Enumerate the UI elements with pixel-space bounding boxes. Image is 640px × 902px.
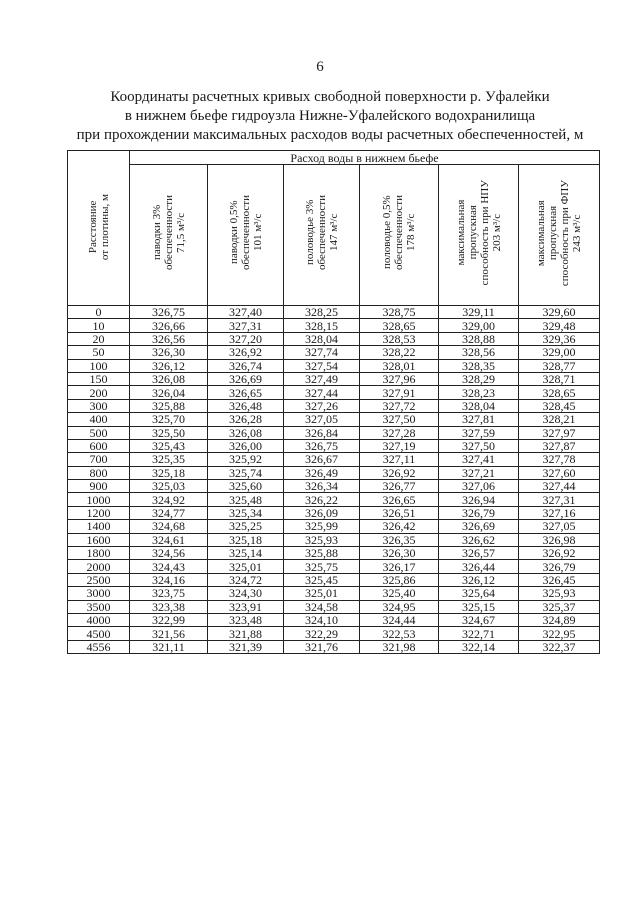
level-cell: 321,88	[208, 627, 284, 640]
level-cell: 322,95	[519, 627, 600, 640]
level-cell: 329,00	[439, 319, 519, 332]
level-cell: 326,30	[130, 346, 208, 359]
column-header-cell	[360, 165, 439, 306]
level-cell: 327,31	[519, 493, 600, 506]
table-row	[68, 426, 600, 439]
level-cell: 326,28	[208, 413, 284, 426]
level-cell: 327,54	[284, 359, 360, 372]
level-cell: 325,75	[284, 560, 360, 573]
level-cell: 326,77	[360, 480, 439, 493]
table-row	[68, 627, 600, 640]
title-line-1: Координаты расчетных кривых свободной поверхности р. Уфалейки	[110, 89, 550, 105]
column-header: максимальная пропускная способность при ФПУ 243 м³/с	[535, 179, 583, 287]
table-row	[68, 386, 600, 399]
column-header-cell	[208, 165, 284, 306]
level-cell: 326,08	[130, 372, 208, 385]
level-cell: 326,62	[439, 533, 519, 546]
distance-cell: 100	[68, 359, 130, 372]
level-cell: 324,68	[130, 520, 208, 533]
table-row	[68, 306, 600, 319]
level-cell: 326,94	[439, 493, 519, 506]
distance-cell: 50	[68, 346, 130, 359]
level-cell: 329,00	[519, 346, 600, 359]
table-row	[68, 466, 600, 479]
title-line-3: при прохождении максимальных расходов воды расчетных обеспеченностей, м	[76, 127, 584, 143]
level-cell: 326,48	[208, 399, 284, 412]
table-row	[68, 533, 600, 546]
level-cell: 326,92	[519, 547, 600, 560]
table-row	[68, 359, 600, 372]
level-cell: 327,05	[519, 520, 600, 533]
level-cell: 328,77	[519, 359, 600, 372]
level-cell: 326,92	[360, 466, 439, 479]
table-row	[68, 600, 600, 613]
level-cell: 328,35	[439, 359, 519, 372]
table-row	[68, 453, 600, 466]
level-cell: 324,44	[360, 613, 439, 626]
level-cell: 324,56	[130, 547, 208, 560]
title-line-2: в нижнем бьефе гидроузла Нижне-Уфалейского водохранилища	[124, 108, 536, 124]
distance-cell: 0	[68, 306, 130, 319]
level-cell: 326,44	[439, 560, 519, 573]
level-cell: 326,56	[130, 332, 208, 345]
level-cell: 322,37	[519, 640, 600, 653]
distance-cell: 20	[68, 332, 130, 345]
level-cell: 328,25	[284, 306, 360, 319]
level-cell: 326,79	[519, 560, 600, 573]
distance-cell: 4500	[68, 627, 130, 640]
distance-cell: 3500	[68, 600, 130, 613]
level-cell: 325,35	[130, 453, 208, 466]
level-cell: 325,18	[130, 466, 208, 479]
level-cell: 326,00	[208, 439, 284, 452]
level-cell: 323,48	[208, 613, 284, 626]
level-cell: 327,20	[208, 332, 284, 345]
level-cell: 323,75	[130, 587, 208, 600]
table-row	[68, 372, 600, 385]
level-cell: 325,45	[284, 573, 360, 586]
level-cell: 324,89	[519, 613, 600, 626]
level-cell: 329,36	[519, 332, 600, 345]
level-cell: 325,86	[360, 573, 439, 586]
level-cell: 324,16	[130, 573, 208, 586]
level-cell: 325,93	[519, 587, 600, 600]
level-cell: 324,72	[208, 573, 284, 586]
level-cell: 326,17	[360, 560, 439, 573]
level-cell: 325,40	[360, 587, 439, 600]
level-cell: 324,43	[130, 560, 208, 573]
distance-cell: 600	[68, 439, 130, 452]
level-cell: 326,65	[360, 493, 439, 506]
column-header: максимальная пропускная способность при НПУ 203 м³/с	[454, 180, 503, 286]
page-number: 6	[316, 59, 324, 75]
level-cell: 325,03	[130, 480, 208, 493]
distance-cell: 200	[68, 386, 130, 399]
table-row	[68, 439, 600, 452]
level-cell: 327,59	[439, 426, 519, 439]
document-title	[60, 88, 600, 145]
table-row	[68, 319, 600, 332]
level-cell: 324,30	[208, 587, 284, 600]
level-cell: 325,93	[284, 533, 360, 546]
column-header: паводки 3% обеспеченности 71,5 м³/с	[150, 195, 187, 271]
level-cell: 326,98	[519, 533, 600, 546]
level-cell: 324,67	[439, 613, 519, 626]
level-cell: 326,34	[284, 480, 360, 493]
level-cell: 328,88	[439, 332, 519, 345]
level-cell: 325,14	[208, 547, 284, 560]
level-cell: 328,04	[439, 399, 519, 412]
level-cell: 326,04	[130, 386, 208, 399]
level-cell: 325,01	[208, 560, 284, 573]
column-header-cell	[439, 165, 519, 306]
level-cell: 321,76	[284, 640, 360, 653]
level-cell: 324,58	[284, 600, 360, 613]
level-cell: 324,95	[360, 600, 439, 613]
level-cell: 325,74	[208, 466, 284, 479]
table-row	[68, 332, 600, 345]
level-cell: 325,01	[284, 587, 360, 600]
column-header-cell	[130, 165, 208, 306]
table-row	[68, 560, 600, 573]
level-cell: 321,98	[360, 640, 439, 653]
level-cell: 326,09	[284, 506, 360, 519]
level-cell: 328,71	[519, 372, 600, 385]
level-cell: 326,12	[439, 573, 519, 586]
level-cell: 326,12	[130, 359, 208, 372]
level-cell: 326,45	[519, 573, 600, 586]
level-cell: 326,30	[360, 547, 439, 560]
table-row	[68, 587, 600, 600]
level-cell: 326,08	[208, 426, 284, 439]
level-cell: 328,04	[284, 332, 360, 345]
table-row	[68, 346, 600, 359]
level-cell: 327,21	[439, 466, 519, 479]
level-cell: 325,50	[130, 426, 208, 439]
level-cell: 325,15	[439, 600, 519, 613]
level-cell: 326,65	[208, 386, 284, 399]
table-row	[68, 573, 600, 586]
level-cell: 326,35	[360, 533, 439, 546]
distance-cell: 4000	[68, 613, 130, 626]
level-cell: 325,60	[208, 480, 284, 493]
level-cell: 326,75	[130, 306, 208, 319]
level-cell: 328,15	[284, 319, 360, 332]
level-cell: 327,81	[439, 413, 519, 426]
level-cell: 327,50	[360, 413, 439, 426]
column-header: половодье 3% обеспеченности 147 м³/с	[303, 195, 340, 271]
distance-cell: 1400	[68, 520, 130, 533]
level-cell: 325,70	[130, 413, 208, 426]
level-cell: 321,11	[130, 640, 208, 653]
level-cell: 327,72	[360, 399, 439, 412]
table-row	[68, 640, 600, 653]
level-cell: 323,91	[208, 600, 284, 613]
level-cell: 326,51	[360, 506, 439, 519]
table-row	[68, 480, 600, 493]
distance-header: Расстояние от плотины, м	[86, 193, 111, 261]
distance-cell: 900	[68, 480, 130, 493]
distance-cell: 1600	[68, 533, 130, 546]
distance-cell: 800	[68, 466, 130, 479]
table-row	[68, 547, 600, 560]
level-cell: 325,64	[439, 587, 519, 600]
level-cell: 328,75	[360, 306, 439, 319]
level-cell: 329,48	[519, 319, 600, 332]
level-cell: 325,48	[208, 493, 284, 506]
level-cell: 327,91	[360, 386, 439, 399]
table-row	[68, 493, 600, 506]
column-header-cell	[284, 165, 360, 306]
level-cell: 323,38	[130, 600, 208, 613]
table-body	[68, 306, 600, 654]
level-cell: 326,69	[208, 372, 284, 385]
level-cell: 327,11	[360, 453, 439, 466]
distance-cell: 2500	[68, 573, 130, 586]
table-row	[68, 413, 600, 426]
column-header-cell	[519, 165, 600, 306]
table-row	[68, 613, 600, 626]
level-cell: 326,57	[439, 547, 519, 560]
level-cell: 321,56	[130, 627, 208, 640]
level-cell: 327,97	[519, 426, 600, 439]
distance-cell: 1800	[68, 547, 130, 560]
water-surface-table	[67, 150, 600, 654]
level-cell: 321,39	[208, 640, 284, 653]
level-cell: 329,11	[439, 306, 519, 319]
level-cell: 327,06	[439, 480, 519, 493]
level-cell: 322,14	[439, 640, 519, 653]
level-cell: 325,43	[130, 439, 208, 452]
distance-header-cell	[68, 151, 130, 306]
table-row	[68, 399, 600, 412]
level-cell: 326,22	[284, 493, 360, 506]
level-cell: 325,88	[284, 547, 360, 560]
table-row	[68, 520, 600, 533]
level-cell: 327,74	[284, 346, 360, 359]
level-cell: 326,69	[439, 520, 519, 533]
level-cell: 327,16	[519, 506, 600, 519]
level-cell: 326,42	[360, 520, 439, 533]
level-cell: 328,45	[519, 399, 600, 412]
level-cell: 327,05	[284, 413, 360, 426]
distance-cell: 300	[68, 399, 130, 412]
level-cell: 328,53	[360, 332, 439, 345]
column-header: половодье 0,5% обеспеченности 178 м³/с	[381, 195, 417, 271]
level-cell: 322,71	[439, 627, 519, 640]
level-cell: 328,56	[439, 346, 519, 359]
distance-cell: 10	[68, 319, 130, 332]
level-cell: 325,99	[284, 520, 360, 533]
level-cell: 328,22	[360, 346, 439, 359]
level-cell: 327,41	[439, 453, 519, 466]
level-cell: 326,66	[130, 319, 208, 332]
level-cell: 327,49	[284, 372, 360, 385]
distance-cell: 4556	[68, 640, 130, 653]
level-cell: 322,29	[284, 627, 360, 640]
level-cell: 322,53	[360, 627, 439, 640]
distance-cell: 500	[68, 426, 130, 439]
level-cell: 327,78	[519, 453, 600, 466]
level-cell: 325,37	[519, 600, 600, 613]
level-cell: 322,99	[130, 613, 208, 626]
level-cell: 328,29	[439, 372, 519, 385]
level-cell: 328,65	[519, 386, 600, 399]
level-cell: 327,60	[519, 466, 600, 479]
level-cell: 327,31	[208, 319, 284, 332]
level-cell: 326,74	[208, 359, 284, 372]
level-cell: 325,18	[208, 533, 284, 546]
distance-cell: 700	[68, 453, 130, 466]
group-header: Расход воды в нижнем бьефе	[130, 151, 600, 165]
distance-cell: 3000	[68, 587, 130, 600]
distance-cell: 1000	[68, 493, 130, 506]
level-cell: 324,10	[284, 613, 360, 626]
level-cell: 328,23	[439, 386, 519, 399]
level-cell: 327,44	[519, 480, 600, 493]
level-cell: 326,84	[284, 426, 360, 439]
level-cell: 327,96	[360, 372, 439, 385]
level-cell: 327,44	[284, 386, 360, 399]
level-cell: 324,77	[130, 506, 208, 519]
column-header: паводки 0,5% обеспеченности 101 м³/с	[227, 195, 264, 271]
level-cell: 327,26	[284, 399, 360, 412]
level-cell: 325,25	[208, 520, 284, 533]
level-cell: 325,88	[130, 399, 208, 412]
level-cell: 326,49	[284, 466, 360, 479]
level-cell: 324,92	[130, 493, 208, 506]
level-cell: 327,50	[439, 439, 519, 452]
table-row	[68, 506, 600, 519]
level-cell: 327,87	[519, 439, 600, 452]
level-cell: 327,40	[208, 306, 284, 319]
level-cell: 329,60	[519, 306, 600, 319]
level-cell: 324,61	[130, 533, 208, 546]
level-cell: 328,65	[360, 319, 439, 332]
level-cell: 325,92	[208, 453, 284, 466]
distance-cell: 150	[68, 372, 130, 385]
level-cell: 326,79	[439, 506, 519, 519]
level-cell: 325,34	[208, 506, 284, 519]
level-cell: 327,19	[360, 439, 439, 452]
level-cell: 326,92	[208, 346, 284, 359]
level-cell: 327,28	[360, 426, 439, 439]
level-cell: 326,75	[284, 439, 360, 452]
level-cell: 326,67	[284, 453, 360, 466]
distance-cell: 2000	[68, 560, 130, 573]
distance-cell: 400	[68, 413, 130, 426]
level-cell: 328,21	[519, 413, 600, 426]
level-cell: 328,01	[360, 359, 439, 372]
distance-cell: 1200	[68, 506, 130, 519]
